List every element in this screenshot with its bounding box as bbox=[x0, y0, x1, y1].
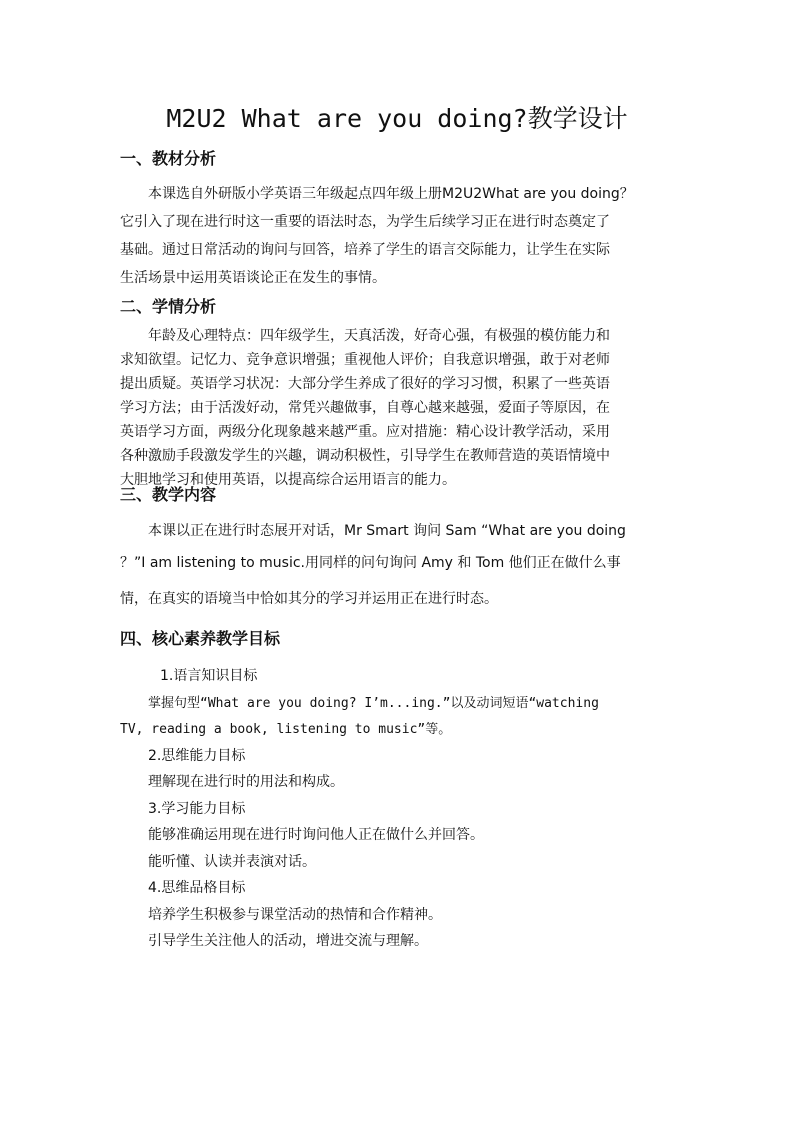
paragraph-line: 基础。通过日常活动的询问与回答，培养了学生的语言交际能力，让学生在实际 bbox=[120, 242, 610, 258]
section-heading-teaching-content: 三、教学内容 bbox=[120, 485, 217, 504]
paragraph-line: 年龄及心理特点：四年级学生，天真活泼，好奇心强，有极强的模仿能力和 bbox=[148, 328, 610, 344]
paragraph-line: 本课以正在进行时态展开对话，Mr Smart 询问 Sam “What are you doing bbox=[148, 523, 626, 539]
paragraph-line: 英语学习方面，两级分化现象越来越严重。应对措施：精心设计教学活动，采用 bbox=[120, 424, 610, 440]
section-heading-textbook-analysis: 一、教材分析 bbox=[120, 149, 217, 168]
objective-text: 能够准确运用现在进行时询问他人正在做什么并回答。 bbox=[148, 827, 484, 843]
objective-text: TV, reading a book, listening to music”等。 bbox=[120, 722, 452, 737]
paragraph-line: 各种激励手段激发学生的兴趣，调动积极性，引导学生在教师营造的英语情境中 bbox=[120, 448, 610, 464]
section-body-textbook-analysis bbox=[120, 180, 675, 292]
section-heading-core-objectives: 四、核心素养教学目标 bbox=[120, 629, 281, 648]
objective-heading-thinking-quality: 4.思维品格目标 bbox=[148, 880, 246, 896]
paragraph-line: 生活场景中运用英语谈论正在发生的事情。 bbox=[120, 270, 386, 286]
paragraph-line: 情，在真实的语境当中恰如其分的学习并运用正在进行时态。 bbox=[120, 591, 498, 607]
section-heading-student-analysis: 二、学情分析 bbox=[120, 297, 217, 316]
objective-text: 能听懂、认读并表演对话。 bbox=[148, 854, 316, 870]
paragraph-line: ？”I am listening to music.用同样的问句询问 Amy 和 Tom 他们正在做什么事 bbox=[120, 555, 621, 571]
paragraph-line: 大胆地学习和使用英语，以提高综合运用语言的能力。 bbox=[120, 472, 456, 488]
objective-text: 理解现在进行时的用法和构成。 bbox=[148, 774, 344, 790]
paragraph-line: 本课选自外研版小学英语三年级起点四年级上册M2U2What are you doing？ bbox=[148, 186, 634, 202]
objective-heading-language-knowledge: 1.语言知识目标 bbox=[160, 668, 258, 684]
section-body-student-analysis bbox=[120, 324, 675, 492]
document-title: M2U2 What are you doing?教学设计 bbox=[166, 104, 628, 133]
paragraph-line: 它引入了现在进行时这一重要的语法时态，为学生后续学习正在进行时态奠定了 bbox=[120, 214, 610, 230]
section-body-teaching-content bbox=[120, 515, 675, 615]
objective-text: 培养学生积极参与课堂活动的热情和合作精神。 bbox=[148, 907, 442, 923]
objective-heading-thinking-ability: 2.思维能力目标 bbox=[148, 748, 246, 764]
objective-text: 引导学生关注他人的活动，增进交流与理解。 bbox=[148, 933, 428, 949]
paragraph-line: 求知欲望。记忆力、竞争意识增强；重视他人评价；自我意识增强，敢于对老师 bbox=[120, 352, 610, 368]
paragraph-line: 学习方法；由于活泼好动，常凭兴趣做事，自尊心越来越强，爱面子等原因，在 bbox=[120, 400, 610, 416]
objective-text: 掌握句型“What are you doing? I’m...ing.”以及动词短语“watching bbox=[148, 696, 599, 711]
objective-heading-learning-ability: 3.学习能力目标 bbox=[148, 801, 246, 817]
paragraph-line: 提出质疑。英语学习状况：大部分学生养成了很好的学习习惯，积累了一些英语 bbox=[120, 376, 610, 392]
